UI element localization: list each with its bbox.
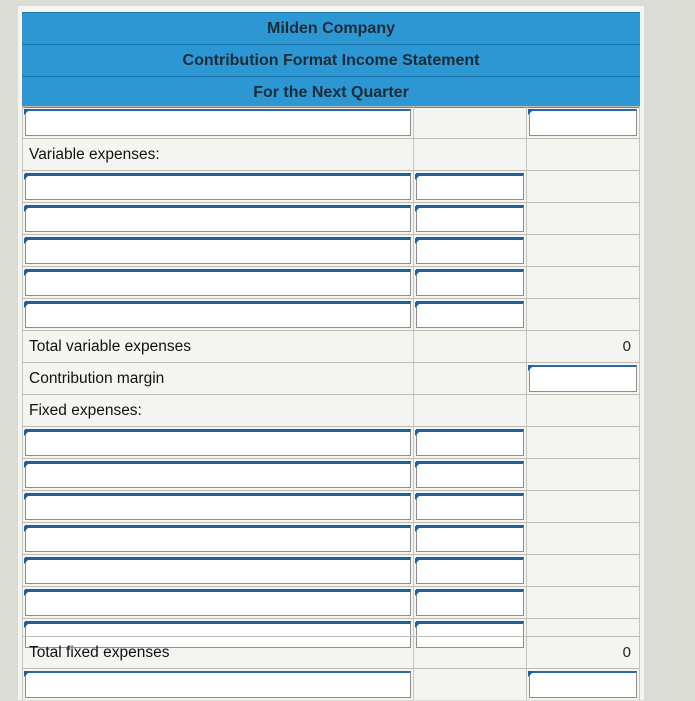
variable-expense-label-input[interactable] [25,237,411,264]
cell [527,637,640,668]
table-row [22,426,640,459]
cell [527,171,640,202]
income-statement-form [18,6,644,700]
cell [414,203,527,234]
cell [22,107,414,138]
cell [22,235,414,266]
cell [22,203,414,234]
fixed-expense-amount-input[interactable] [416,525,524,552]
cell [414,637,527,668]
cell [414,299,527,330]
total-variable-expenses-label: Total variable expenses [29,338,191,355]
fixed-expense-amount-input[interactable] [416,589,524,616]
table-row [22,522,640,555]
table-row [22,170,640,203]
cell [527,395,640,426]
fixed-expense-amount-input[interactable] [416,429,524,456]
sales-label-input[interactable] [25,109,411,136]
cell [414,267,527,298]
cell [22,427,414,458]
cell [414,331,527,362]
table-row [22,106,640,139]
cell [527,299,640,330]
cell [414,523,527,554]
cell [527,459,640,490]
variable-expense-label-input[interactable] [25,269,411,296]
cell [22,139,414,170]
cell [414,171,527,202]
table-row [22,636,640,669]
cell [22,459,414,490]
period-title [22,76,640,108]
variable-expense-amount-input[interactable] [416,301,524,328]
fixed-expense-label-input[interactable] [25,461,411,488]
fixed-expenses-label: Fixed expenses: [29,402,142,419]
cell [22,491,414,522]
cell [414,491,527,522]
table-row [22,362,640,395]
contribution-margin-input[interactable] [529,365,637,392]
cell [527,331,640,362]
table-row [22,138,640,171]
variable-expense-label-input[interactable] [25,205,411,232]
cell [22,267,414,298]
cell [527,427,640,458]
cell [22,331,414,362]
cell [414,139,527,170]
cell [22,395,414,426]
fixed-expense-label-input[interactable] [25,525,411,552]
cell [22,669,414,700]
statement-title [22,44,640,76]
cell [22,363,414,394]
cell [527,491,640,522]
cell [527,203,640,234]
cell [414,459,527,490]
cell [414,107,527,138]
cell [414,587,527,618]
cell [22,299,414,330]
variable-expense-amount-input[interactable] [416,269,524,296]
table-row [22,266,640,299]
cell [527,555,640,586]
cell [22,523,414,554]
fixed-expense-label-input[interactable] [25,589,411,616]
fixed-expense-label-input[interactable] [25,557,411,584]
cell [527,107,640,138]
cell [527,267,640,298]
total-variable-expenses-value: 0 [622,338,631,355]
variable-expense-amount-input[interactable] [416,173,524,200]
sales-amount-input[interactable] [529,109,637,136]
cell [527,235,640,266]
statement-name: Contribution Format Income Statement [182,51,480,69]
variable-expense-label-input[interactable] [25,173,411,200]
total-fixed-expenses-label: Total fixed expenses [29,644,170,661]
variable-expense-amount-input[interactable] [416,205,524,232]
table-row [22,554,640,587]
fixed-expense-amount-input[interactable] [416,557,524,584]
fixed-expense-label-input[interactable] [25,429,411,456]
table-row [22,234,640,267]
cell [22,637,414,668]
table-row [22,330,640,363]
net-operating-income-amount-input[interactable] [529,671,637,698]
cell [414,363,527,394]
period-name: For the Next Quarter [253,83,409,101]
cell [22,587,414,618]
company-name: Milden Company [266,19,395,37]
table-row [22,586,640,619]
cell [414,669,527,700]
variable-expenses-label: Variable expenses: [29,146,160,163]
fixed-expense-label-input[interactable] [25,493,411,520]
cell [414,427,527,458]
fixed-expense-amount-input[interactable] [416,493,524,520]
cell [414,395,527,426]
cell [527,587,640,618]
table-row [22,202,640,235]
cell [414,235,527,266]
cell [527,669,640,700]
contribution-margin-label: Contribution margin [29,370,165,387]
cell [527,363,640,394]
table-row [22,490,640,523]
table-row [22,668,640,701]
cell [527,139,640,170]
table-row [22,458,640,491]
cell [414,555,527,586]
fixed-expense-amount-input[interactable] [416,461,524,488]
variable-expense-label-input[interactable] [25,301,411,328]
total-fixed-expenses-value: 0 [622,644,631,661]
cell [22,555,414,586]
table-row [22,298,640,331]
cell [22,171,414,202]
variable-expense-amount-input[interactable] [416,237,524,264]
cell [527,523,640,554]
net-operating-income-label-input[interactable] [25,671,411,698]
table-row [22,394,640,427]
company-title [22,12,640,44]
